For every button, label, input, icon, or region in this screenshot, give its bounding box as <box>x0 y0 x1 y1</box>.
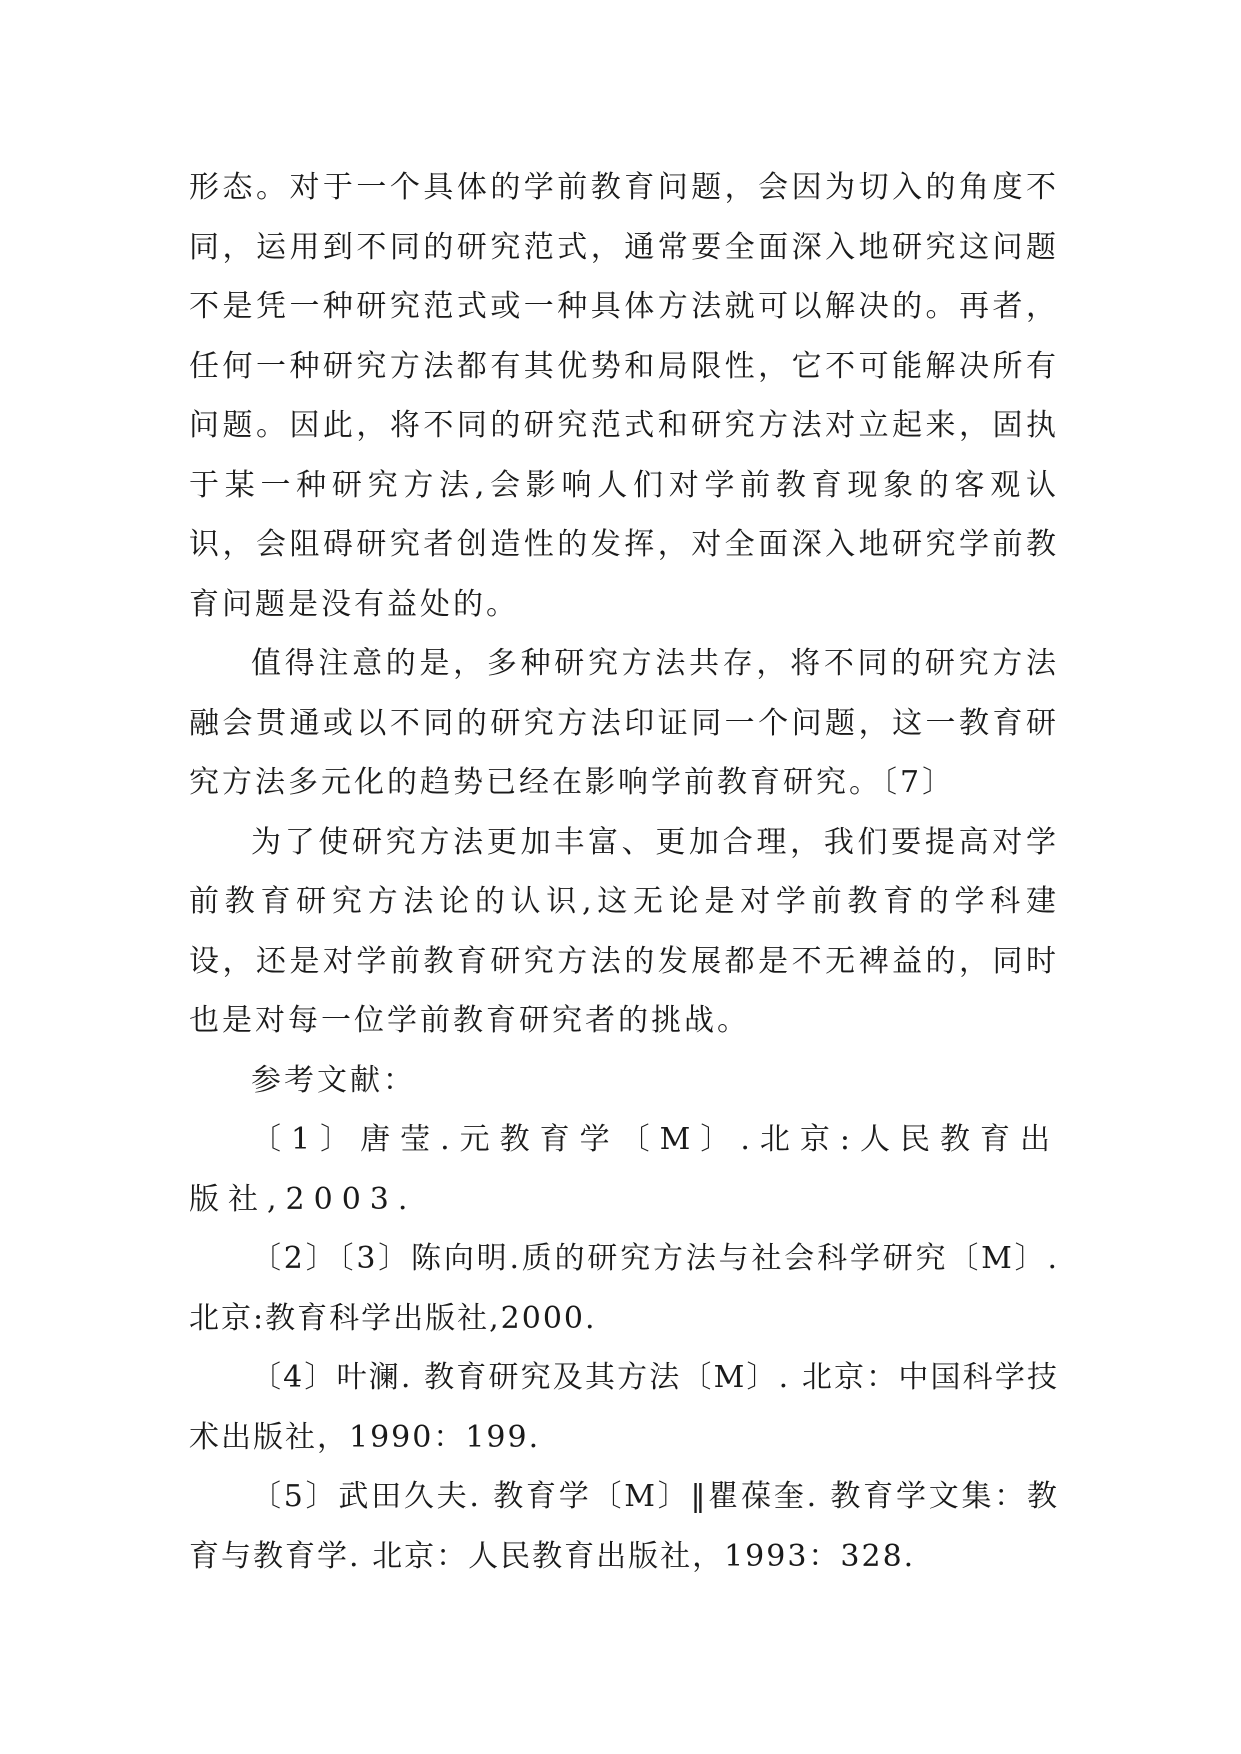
document-body <box>189 158 1059 1586</box>
reference-item-1 <box>189 1110 1059 1229</box>
reference-item-2: 〔2〕〔3〕陈向明.质的研究方法与社会科学研究〔M〕.北京:教育科学出版社,2000. <box>189 1241 1059 1336</box>
body-paragraph-2: 值得注意的是，多种研究方法共存，将不同的研究方法融会贯通或以不同的研究方法印证同一个问题，这一教育研究方法多元化的趋势已经在影响学前教育研究。〔7〕 <box>189 646 1059 800</box>
references-heading: 参考文献： <box>251 1062 416 1098</box>
body-paragraph-3: 为了使研究方法更加丰富、更加合理，我们要提高对学前教育研究方法论的认识,这无论是对学前教育的学科建设，还是对学前教育研究方法的发展都是不无裨益的，同时也是对每一位学前教育研究者的挑战。 <box>189 824 1059 1038</box>
reference-item-3: 〔4〕叶澜. 教育研究及其方法〔M〕. 北京：中国科学技术出版社，1990：199. <box>189 1360 1059 1455</box>
body-paragraph-1: 形态。对于一个具体的学前教育问题，会因为切入的角度不同，运用到不同的研究范式，通常要全面深入地研究这问题不是凭一种研究范式或一种具体方法就可以解决的。再者，任何一种研究方法都有其优势和局限性，它不可能解决所有问题。因此，将不同的研究范式和研究方法对立起来，固执于某一种研究方法,会影响人们对学前教育现象的客观认识，会阻碍研究者创造性的发挥，对全面深入地研究学前教育问题是没有益处的。 <box>189 170 1059 622</box>
reference-item-4: 〔5〕武田久夫. 教育学〔M〕‖瞿葆奎. 教育学文集：教育与教育学. 北京：人民教育出版社，1993：328. <box>189 1479 1059 1574</box>
reference-text: 〔1〕唐莹.元教育学〔M〕.北京:人民教育出版社,2003. <box>189 1122 1059 1217</box>
